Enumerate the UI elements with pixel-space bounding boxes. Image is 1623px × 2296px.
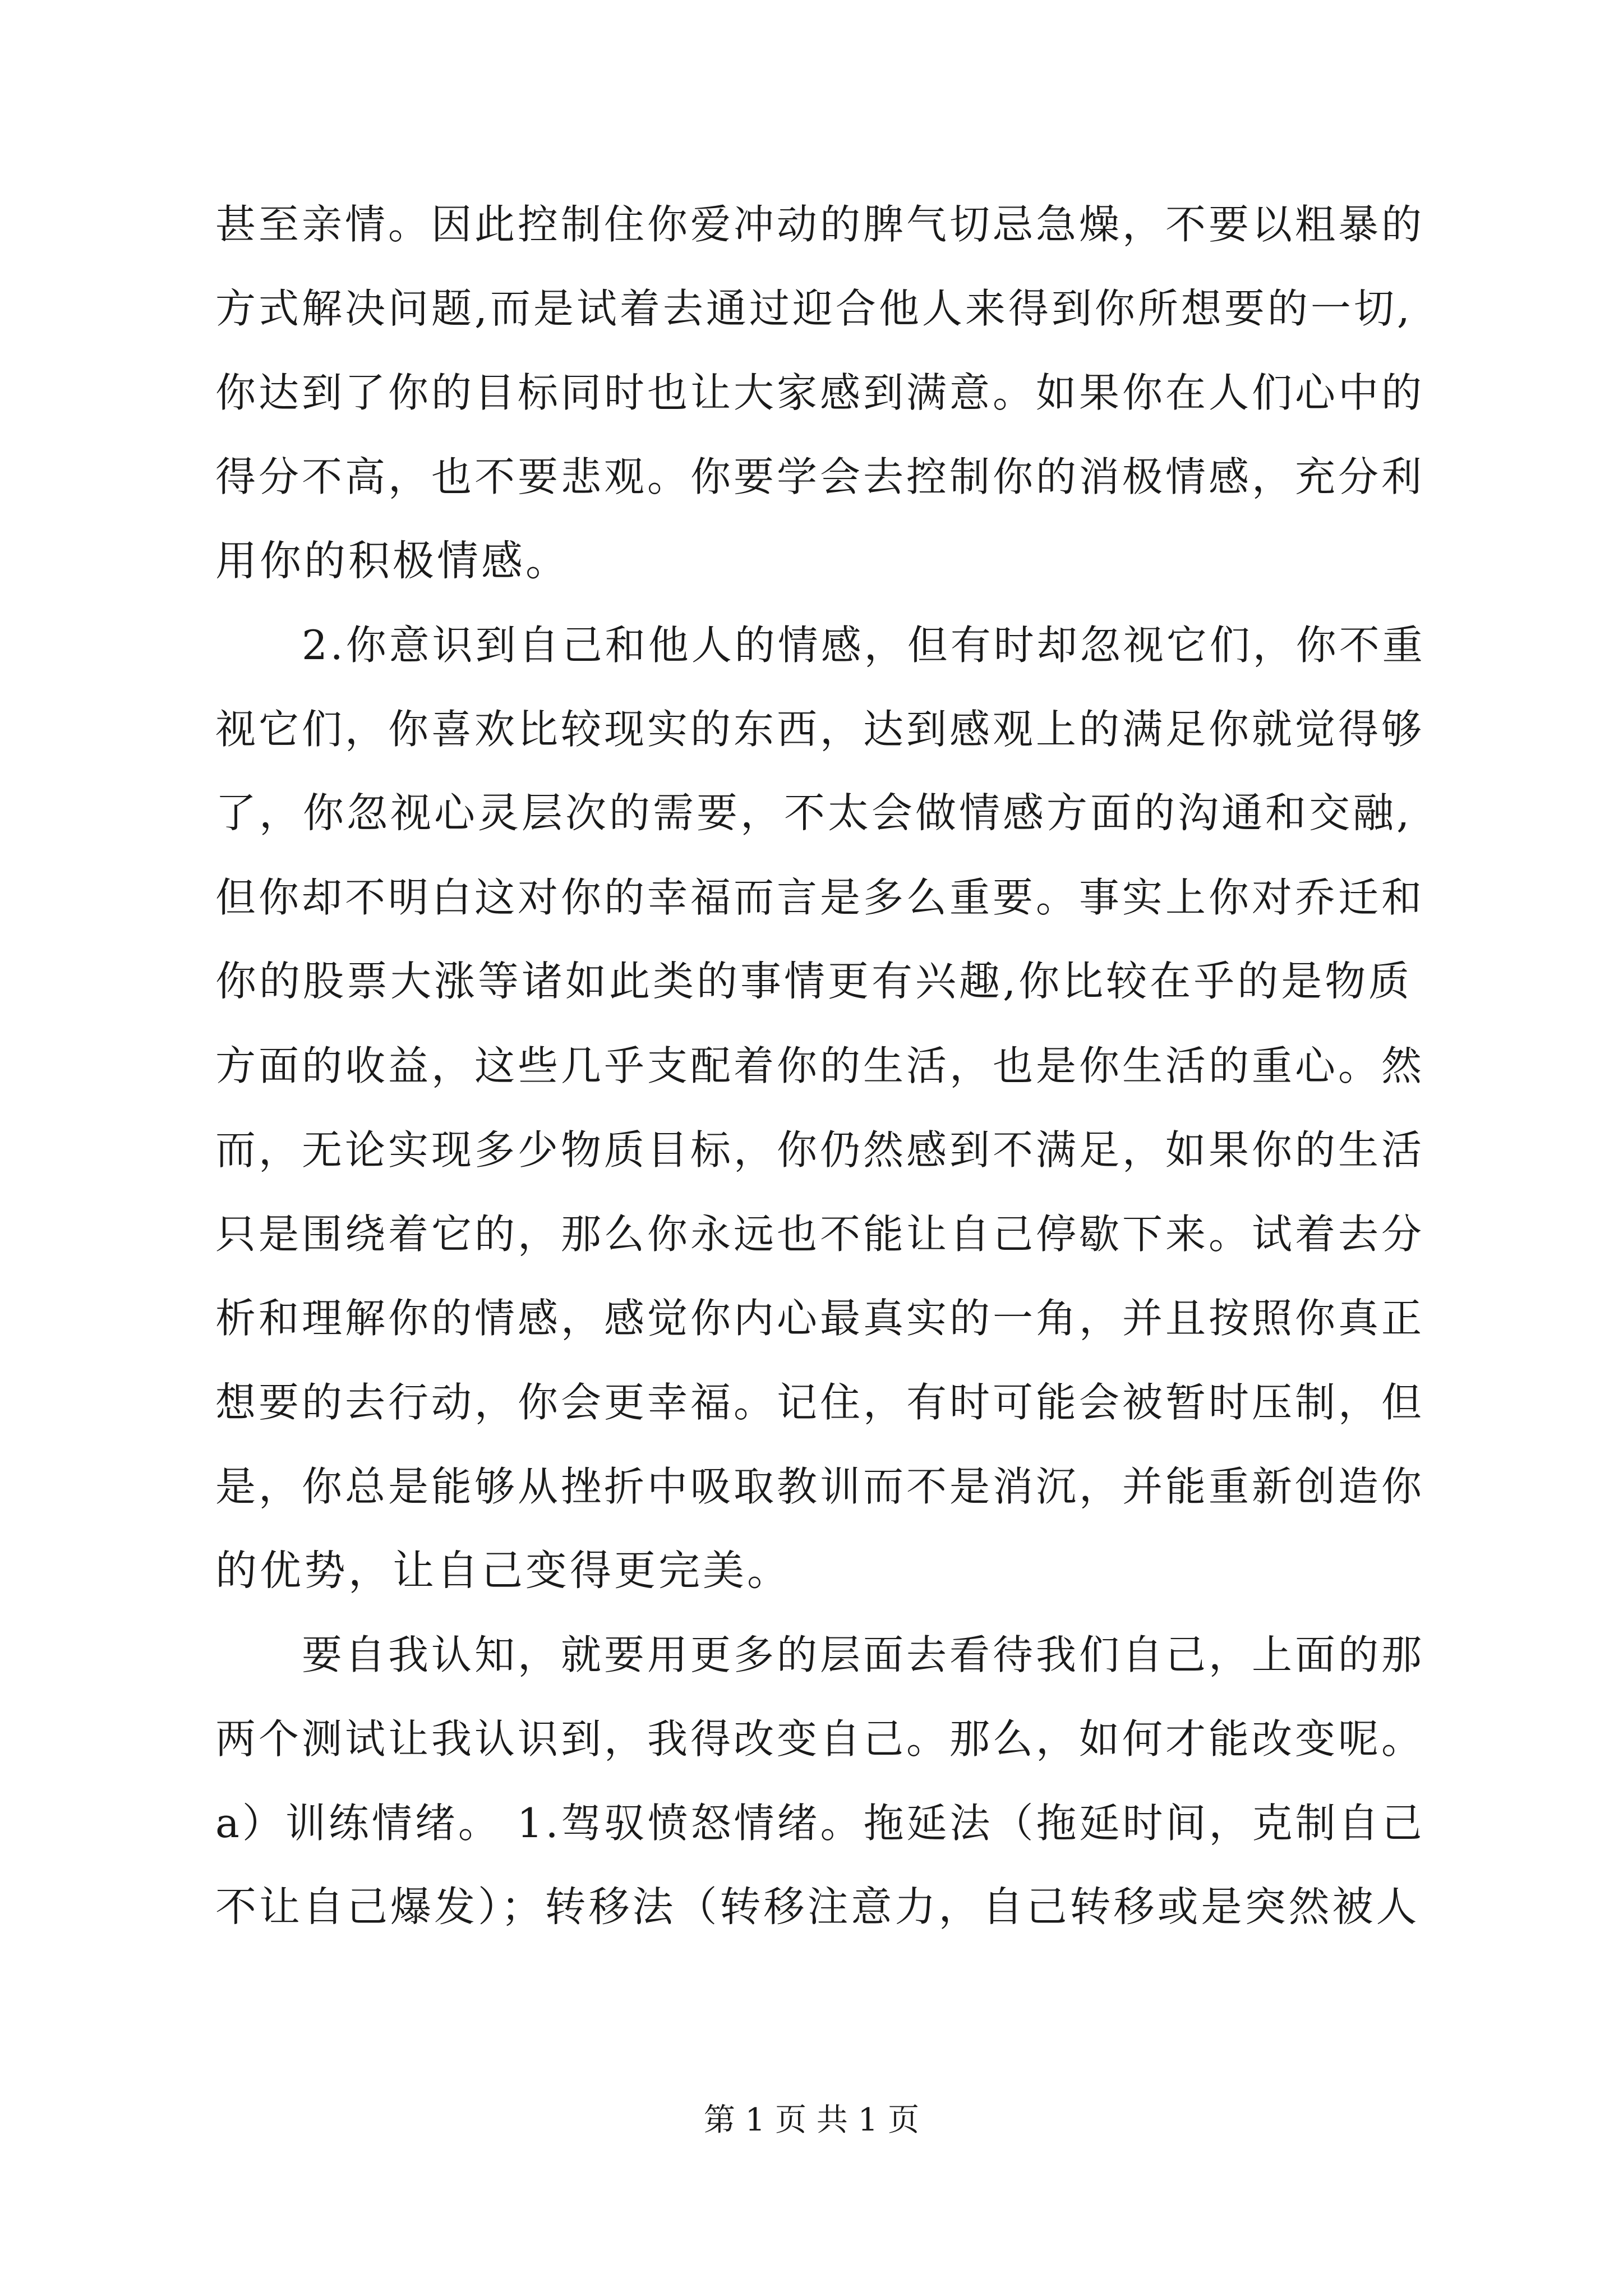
text-line: 方面的收益，这些几乎支配着你的生活，也是你生活的重心。然 — [215, 1042, 1425, 1089]
text-line: 甚至亲情。因此控制住你爱冲动的脾气切忌急燥，不要以粗暴的 — [215, 201, 1425, 248]
text-line: 你的股票大涨等诸如此类的事情更有兴趣,你比较在乎的是物质 — [215, 958, 1413, 1005]
text-line: 了，你忽视心灵层次的需要，不太会做情感方面的沟通和交融, — [215, 789, 1413, 837]
text-line: 得分不高，也不要悲观。你要学会去控制你的消极情感，充分利 — [215, 453, 1425, 500]
text-line: 但你却不明白这对你的幸福而言是多么重要。事实上你对乔迁和 — [215, 874, 1425, 921]
text-line: 你达到了你的目标同时也让大家感到满意。如果你在人们心中的 — [215, 369, 1425, 416]
text-line: 析和理解你的情感，感觉你内心最真实的一角，并且按照你真正 — [215, 1295, 1425, 1342]
text-line: 是，你总是能够从挫折中吸取教训而不是消沉，并能重新创造你 — [215, 1463, 1425, 1510]
page-footer: 第 1 页 共 1 页 — [703, 2102, 920, 2138]
text-line: 只是围绕着它的，那么你永远也不能让自己停歇下来。试着去分 — [215, 1211, 1425, 1258]
text-line: 而，无论实现多少物质目标，你仍然感到不满足，如果你的生活 — [215, 1126, 1425, 1174]
text-line: 两个测试让我认识到，我得改变自己。那么，如何才能改变呢。 — [215, 1715, 1425, 1763]
text-line: 要自我认知，就要用更多的层面去看待我们自己，上面的那 — [215, 1631, 1425, 1678]
text-line: 想要的去行动，你会更幸福。记住，有时可能会被暂时压制，但 — [215, 1379, 1425, 1426]
text-line: 视它们，你喜欢比较现实的东西，达到感观上的满足你就觉得够 — [215, 706, 1425, 753]
text-line: 的优势，让自己变得更完美。 — [215, 1547, 791, 1595]
text-line: a）训练情绪。 1.驾驭愤怒情绪。拖延法（拖延时间，克制自己 — [215, 1800, 1425, 1847]
text-line: 方式解决问题,而是试着去通过迎合他人来得到你所想要的一切, — [215, 285, 1413, 332]
text-line: 2.你意识到自己和他人的情感，但有时却忽视它们，你不重 — [215, 622, 1426, 669]
text-line: 不让自己爆发）；转移法（转移注意力，自己转移或是突然被人 — [215, 1883, 1420, 1931]
text-line: 用你的积极情感。 — [215, 537, 570, 585]
